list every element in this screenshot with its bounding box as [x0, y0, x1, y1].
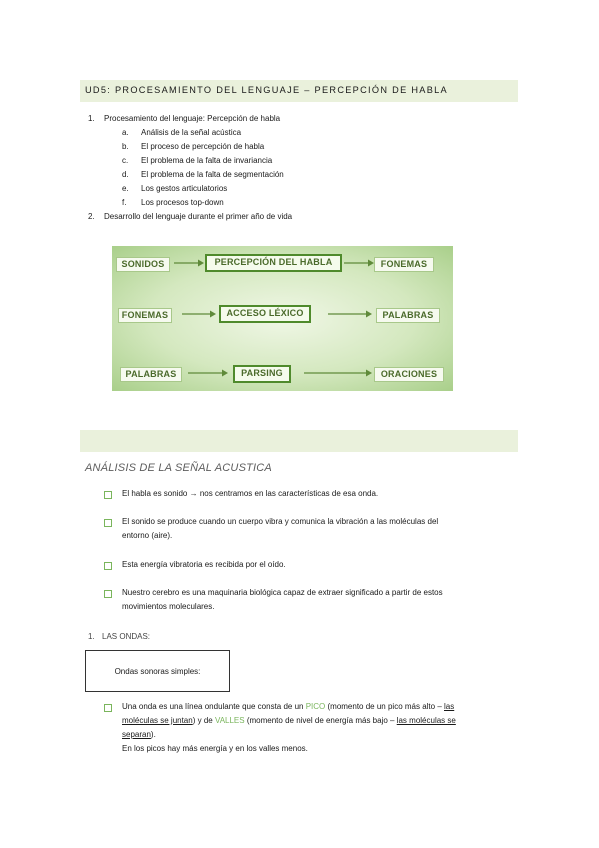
text-run: (momento de nivel de energía más bajo – — [244, 716, 397, 725]
diagram-input-box: PALABRAS — [120, 367, 182, 382]
text-run: Una onda es una línea ondulante que consta de un — [122, 702, 306, 711]
bullet-text — [122, 586, 443, 614]
diagram-input-box: FONEMAS — [118, 308, 172, 323]
header-band — [80, 80, 518, 102]
toc-subitem-number: d. — [122, 170, 129, 179]
text-run: (momento de un pico más alto – — [325, 702, 444, 711]
section-title: ANÁLISIS DE LA SEÑAL ACUSTICA — [85, 462, 272, 474]
checkbox-bullet-icon — [104, 590, 112, 598]
bullet-text — [122, 487, 378, 501]
toc-subitem: El problema de la falta de invariancia — [141, 156, 273, 165]
toc-subitem: El problema de la falta de segmentación — [141, 170, 284, 179]
checkbox-bullet-icon — [104, 562, 112, 570]
diagram-output-box: FONEMAS — [374, 257, 434, 272]
toc-subitem: El proceso de percepción de habla — [141, 142, 265, 151]
subsection-title: LAS ONDAS: — [102, 632, 151, 641]
diagram-process-box: PERCEPCIÓN DEL HABLA — [205, 254, 342, 272]
toc-subitem: Análisis de la señal acústica — [141, 128, 242, 137]
toc-subitem: Los procesos top-down — [141, 198, 224, 207]
underlined-text: las — [444, 702, 455, 711]
bullet-line: entorno (aire). — [122, 531, 173, 540]
highlight-term: VALLES — [214, 716, 245, 725]
bullet-line: Esta energía vibratoria es recibida por el oído. — [122, 560, 286, 569]
arrow-right-icon — [304, 368, 372, 378]
diagram-output-box: ORACIONES — [374, 367, 444, 382]
arrow-right-icon — [174, 258, 204, 268]
bullet-line: El sonido se produce cuando un cuerpo vibra y comunica la vibración a las moléculas del — [122, 517, 439, 526]
diagram-output-box: PALABRAS — [376, 308, 440, 323]
toc-subitem: Los gestos articulatorios — [141, 184, 228, 193]
toc-item: Procesamiento del lenguaje: Percepción de habla — [104, 114, 281, 123]
bullet-text — [122, 558, 286, 572]
boxed-heading — [85, 650, 230, 692]
toc-item-number: 1. — [88, 114, 95, 123]
arrow-right-icon — [328, 309, 372, 319]
toc-subitem-number: c. — [122, 156, 129, 165]
toc-subitem-number: b. — [122, 142, 129, 151]
underlined-text: moléculas se juntan — [122, 716, 193, 725]
subsection-number: 1. — [88, 632, 95, 641]
checkbox-bullet-icon — [104, 519, 112, 527]
text-run: En los picos hay más energía y en los valles menos. — [122, 744, 308, 753]
toc-subitem-number: e. — [122, 184, 129, 193]
toc-item-number: 2. — [88, 212, 95, 221]
section-band — [80, 430, 518, 452]
text-run: ) y de — [192, 716, 215, 725]
language-processing-diagram — [112, 246, 453, 391]
arrow-right-icon — [182, 309, 216, 319]
bullet-line: movimientos moleculares. — [122, 602, 215, 611]
diagram-input-box: SONIDOS — [116, 257, 170, 272]
underlined-text: las moléculas se — [396, 716, 456, 725]
text-run: ). — [150, 730, 156, 739]
diagram-process-box: ACCESO LÉXICO — [219, 305, 311, 323]
underlined-text: separan — [122, 730, 151, 739]
checkbox-bullet-icon — [104, 491, 112, 499]
toc-subitem-number: a. — [122, 128, 129, 137]
boxed-heading-label: Ondas sonoras simples: — [114, 667, 201, 676]
diagram-process-box: PARSING — [233, 365, 291, 383]
arrow-right-icon — [344, 258, 374, 268]
highlight-term: PICO — [305, 702, 326, 711]
checkbox-bullet-icon — [104, 704, 112, 712]
toc-item: Desarrollo del lenguaje durante el primer año de vida — [104, 212, 293, 221]
bullet-text — [122, 515, 438, 543]
wave-definition-text — [122, 700, 512, 756]
toc-subitem-number: f. — [122, 198, 127, 207]
bullet-line: Nuestro cerebro es una maquinaria biológica capaz de extraer significado a partir de estos — [122, 588, 443, 597]
bullet-line: El habla es sonido → nos centramos en las características de esa onda. — [122, 489, 379, 498]
arrow-right-icon — [188, 368, 228, 378]
page-title: UD5: PROCESAMIENTO DEL LENGUAJE – PERCEPCIÓN DE HABLA — [85, 85, 448, 95]
